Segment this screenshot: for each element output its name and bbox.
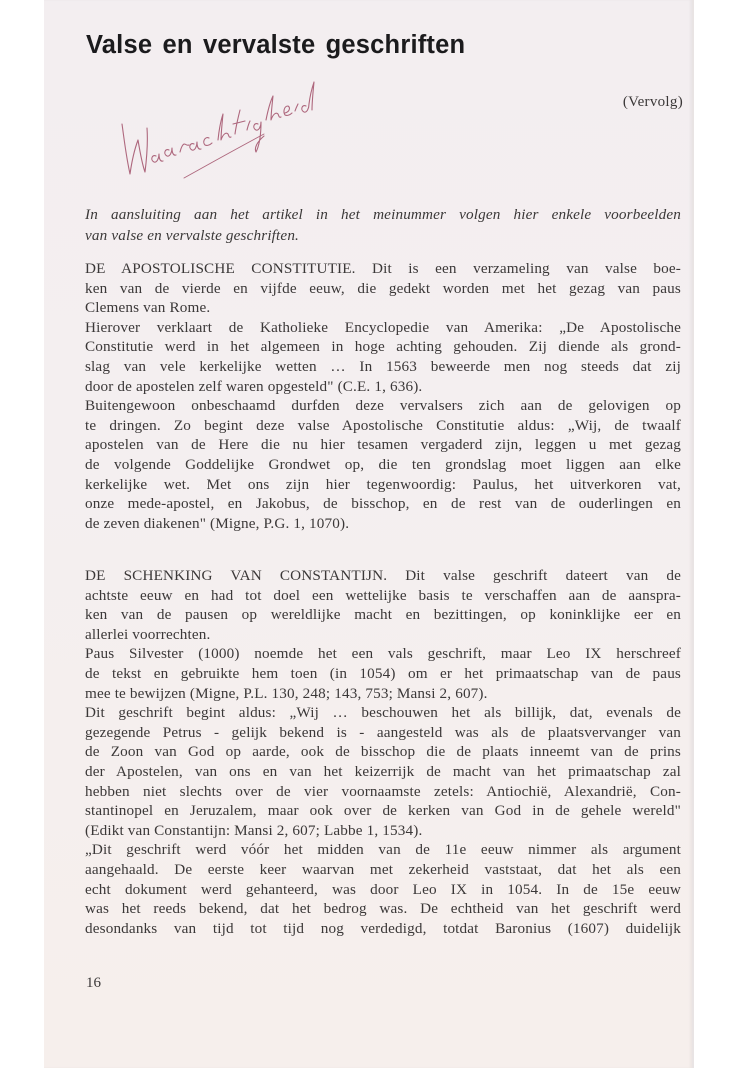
- body-line: Constitutie werd in het algemeen in hoge achting gehouden. Zij diende als grond-: [85, 338, 681, 356]
- intro-line: van valse en vervalste geschriften.: [85, 226, 300, 244]
- body-line: Hierover verklaart de Katholieke Encyclopedie van Amerika: „De Apostolische: [85, 318, 681, 336]
- page-edge-shadow: [692, 0, 694, 1068]
- body-line: der Apostelen, van ons en van het keizerrijk de macht van het primaatschap zal: [85, 762, 681, 780]
- body-line: DE SCHENKING VAN CONSTANTIJN. Dit valse geschrift dateert van de: [85, 567, 681, 584]
- page-number: 16: [86, 975, 101, 991]
- body-line: „Dit geschrift werd vóór het midden van de 11e eeuw nimmer als argument: [85, 841, 681, 859]
- intro-paragraph: [85, 205, 681, 246]
- body-line: door de apostelen zelf waren opgesteld" (C.E. 1, 636).: [85, 377, 423, 395]
- body-line: te dringen. Zo begint deze valse Apostolische Constitutie aldus: „Wij, de twaalf: [85, 416, 681, 434]
- body-line: echt dokument werd gehanteerd, was door Leo IX in 1054. In de 15e eeuw: [85, 880, 681, 898]
- body-line: (Edikt van Constantijn: Mansi 2, 607; Labbe 1, 1534).: [85, 821, 423, 839]
- body-line: onze mede-apostel, en Jakobus, de bisschop, en de rest van de ouderlingen en: [85, 495, 681, 513]
- body-line: de Zoon van God op aarde, ook de bisschop die de plaats inneemt van de prins: [85, 743, 681, 761]
- body-line: de tekst en gebruikte hem toen (in 1054) om er het primaatschap van de paus: [85, 664, 681, 682]
- body-line: aangehaald. De eerste keer waarvan met zekerheid vaststaat, dat het als een: [85, 860, 681, 878]
- body-line: hebben niet slechts over de vier voornaamste zetels: Antiochië, Alexandrië, Con-: [85, 782, 681, 800]
- section-apostolische-constitutie: [85, 259, 681, 533]
- body-line: desondanks van tijd tot tijd nog verdedigd, totdat Baronius (1607) duidelijk: [85, 919, 681, 937]
- body-line: achtste eeuw en had tot doel een wettelijke basis te verschaffen aan de aanspra-: [85, 586, 681, 604]
- body-line: allerlei voorrechten.: [85, 625, 211, 643]
- document-page: [44, 0, 692, 1068]
- body-line: ken van de pausen op wereldlijke macht en bezittingen, op koninklijke eer en: [85, 606, 681, 624]
- body-line: Dit geschrift begint aldus: „Wij … beschouwen het als billijk, dat, evenals de: [85, 704, 681, 722]
- section-schenking-van-constantijn: [85, 566, 681, 938]
- intro-line: In aansluiting aan het artikel in het meinummer volgen hier enkele voorbeelden: [85, 206, 681, 223]
- body-line: de zeven diakenen" (Migne, P.G. 1, 1070).: [85, 514, 350, 532]
- body-line: mee te bewijzen (Migne, P.L. 130, 248; 143, 753; Mansi 2, 607).: [85, 684, 488, 702]
- body-line: stantinopel en Jeruzalem, maar ook over de kerken van God in de gehele wereld": [85, 802, 681, 820]
- body-line: DE APOSTOLISCHE CONSTITUTIE. Dit is een verzameling van valse boe-: [85, 260, 681, 277]
- body-line: ken van de vierde en vijfde eeuw, die gedekt worden met het gezag van paus: [85, 279, 681, 297]
- body-line: de volgende Goddelijke Grondwet op, die ten grondslag moet liggen aan elke: [85, 455, 681, 473]
- page-title: Valse en vervalste geschriften: [86, 31, 466, 59]
- body-line: slag van vele kerkelijke wetten … In 1563 beweerde men nog steeds dat zij: [85, 357, 681, 375]
- body-line: was het reeds bekend, dat het bedrog was. De echtheid van het geschrift werd: [85, 900, 681, 918]
- body-line: apostelen van de Here die nu hier tesamen vergaderd zijn, leggen u met gezag: [85, 436, 681, 454]
- continued-label: (Vervolg): [622, 94, 683, 110]
- handwritten-annotation: [114, 68, 344, 188]
- body-line: kerkelijke wet. Met ons zijn hier tegenwoordig: Paulus, het uitverkoren vat,: [85, 475, 681, 493]
- body-line: Buitengewoon onbeschaamd durfden deze vervalsers zich aan de gelovigen op: [85, 397, 681, 415]
- body-line: Clemens van Rome.: [85, 299, 211, 317]
- body-line: Paus Silvester (1000) noemde het een vals geschrift, maar Leo IX herschreef: [85, 645, 681, 663]
- body-line: gezegende Petrus - gelijk bekend is - aangesteld was als de plaatsvervanger van: [85, 723, 681, 741]
